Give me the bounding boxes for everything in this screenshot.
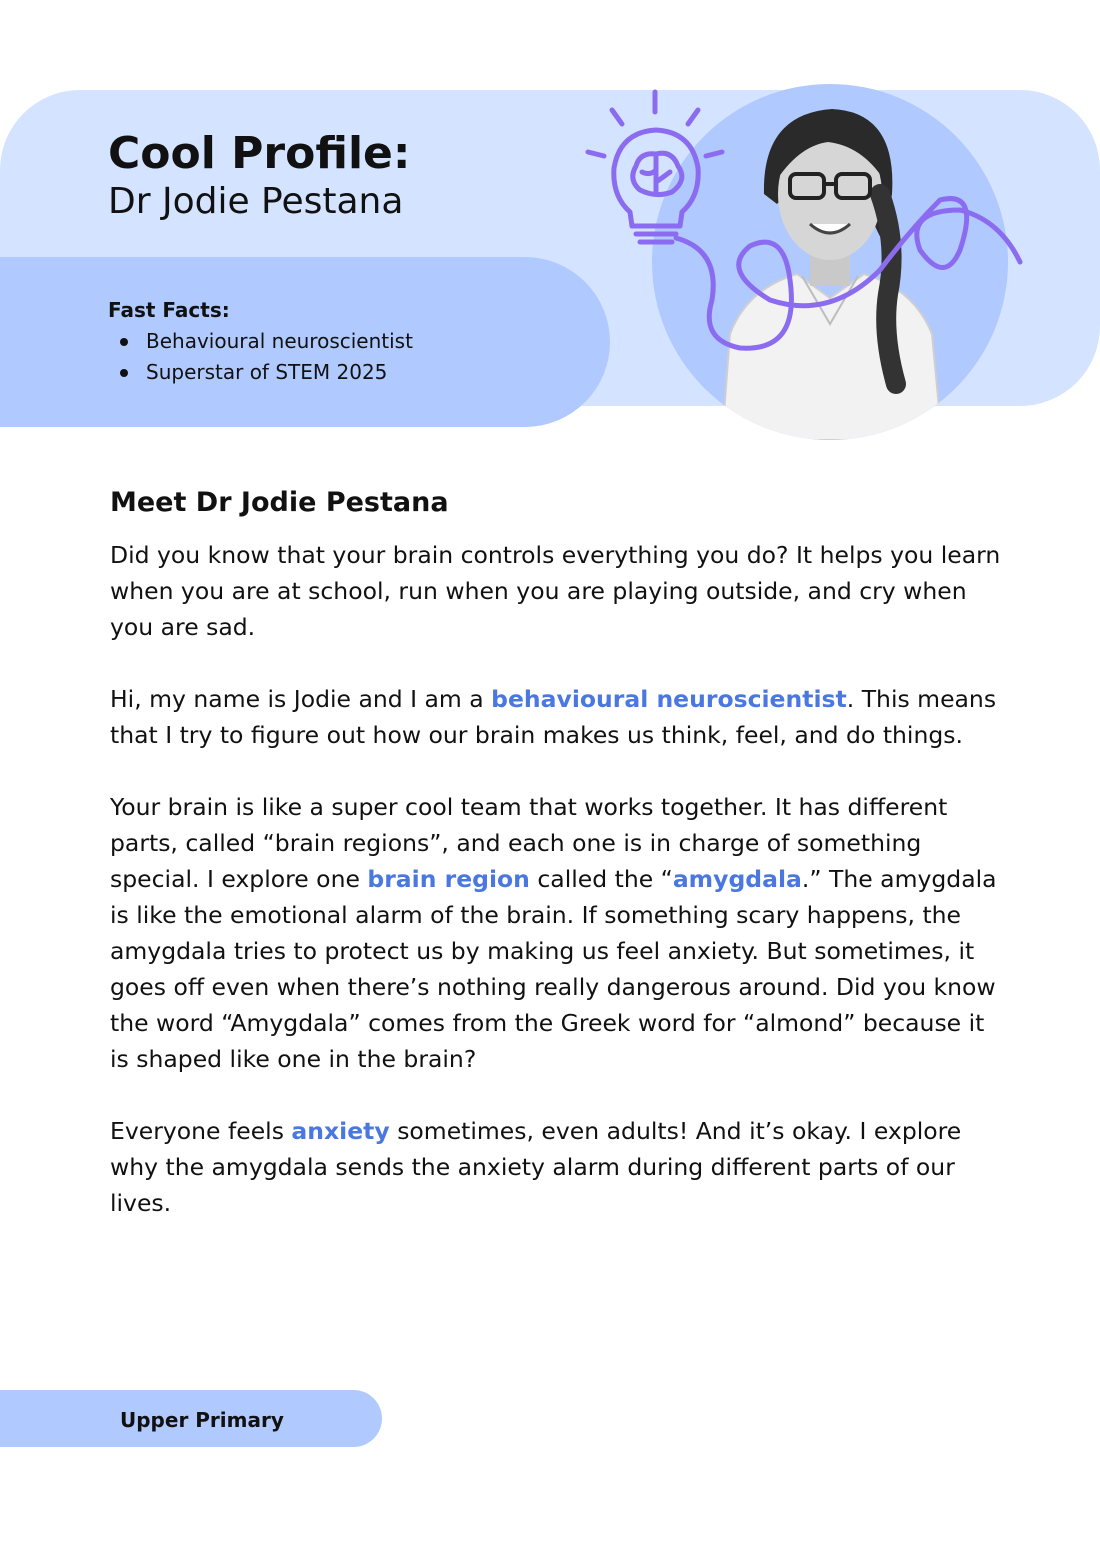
fast-facts-title: Fast Facts: [108, 298, 230, 322]
text-segment: called the “ [529, 865, 673, 893]
paragraph-anxiety [110, 1113, 1010, 1221]
paragraph-about [110, 681, 1010, 753]
paragraph-brain [110, 789, 1010, 1077]
page-title: Cool Profile: [108, 128, 411, 179]
list-item: Superstar of STEM 2025 [108, 357, 413, 388]
text-segment: Hi, my name is Jodie and I am a [110, 685, 492, 713]
text-segment: sometimes, even adults! And it’s okay. I explore why the amygdala sends the anxiety alarm during different parts of our lives. [110, 1117, 962, 1217]
article-heading: Meet Dr Jodie Pestana [110, 487, 449, 518]
text-segment: .” The amygdala is like the emotional alarm of the brain. If something scary happens, the amygdala tries to protect us by making us feel anxiety. But sometimes, it goes off even when there’s nothing really dangerous around. Did you know the word “Amygdala” comes from the Greek word for “almond” because it is shaped like one in the brain? [110, 865, 997, 1073]
highlight-term: amygdala [672, 865, 802, 893]
text-segment: . This means that I try to figure out how our brain makes us think, feel, and do things. [110, 685, 997, 749]
fast-facts-list [108, 326, 413, 388]
text-segment: Everyone feels [110, 1117, 292, 1145]
article [110, 485, 1010, 1257]
highlight-term: brain region [367, 865, 530, 893]
title-block [108, 128, 410, 224]
paragraph-intro: Did you know that your brain controls everything you do? It helps you learn when you are at school, run when you are playing outside, and cry when you are sad. [110, 541, 1001, 641]
profile-name: Dr Jodie Pestana [108, 181, 404, 222]
level-label: Upper Primary [120, 1408, 284, 1432]
highlight-term: behavioural neuroscientist [491, 685, 847, 713]
text-segment: Your brain is like a super cool team that works together. It has different parts, called “brain regions”, and each one is in charge of something special. I explore one [110, 793, 948, 893]
list-item: Behavioural neuroscientist [108, 326, 413, 357]
highlight-term: anxiety [291, 1117, 390, 1145]
squiggle-line-icon [676, 199, 1020, 349]
